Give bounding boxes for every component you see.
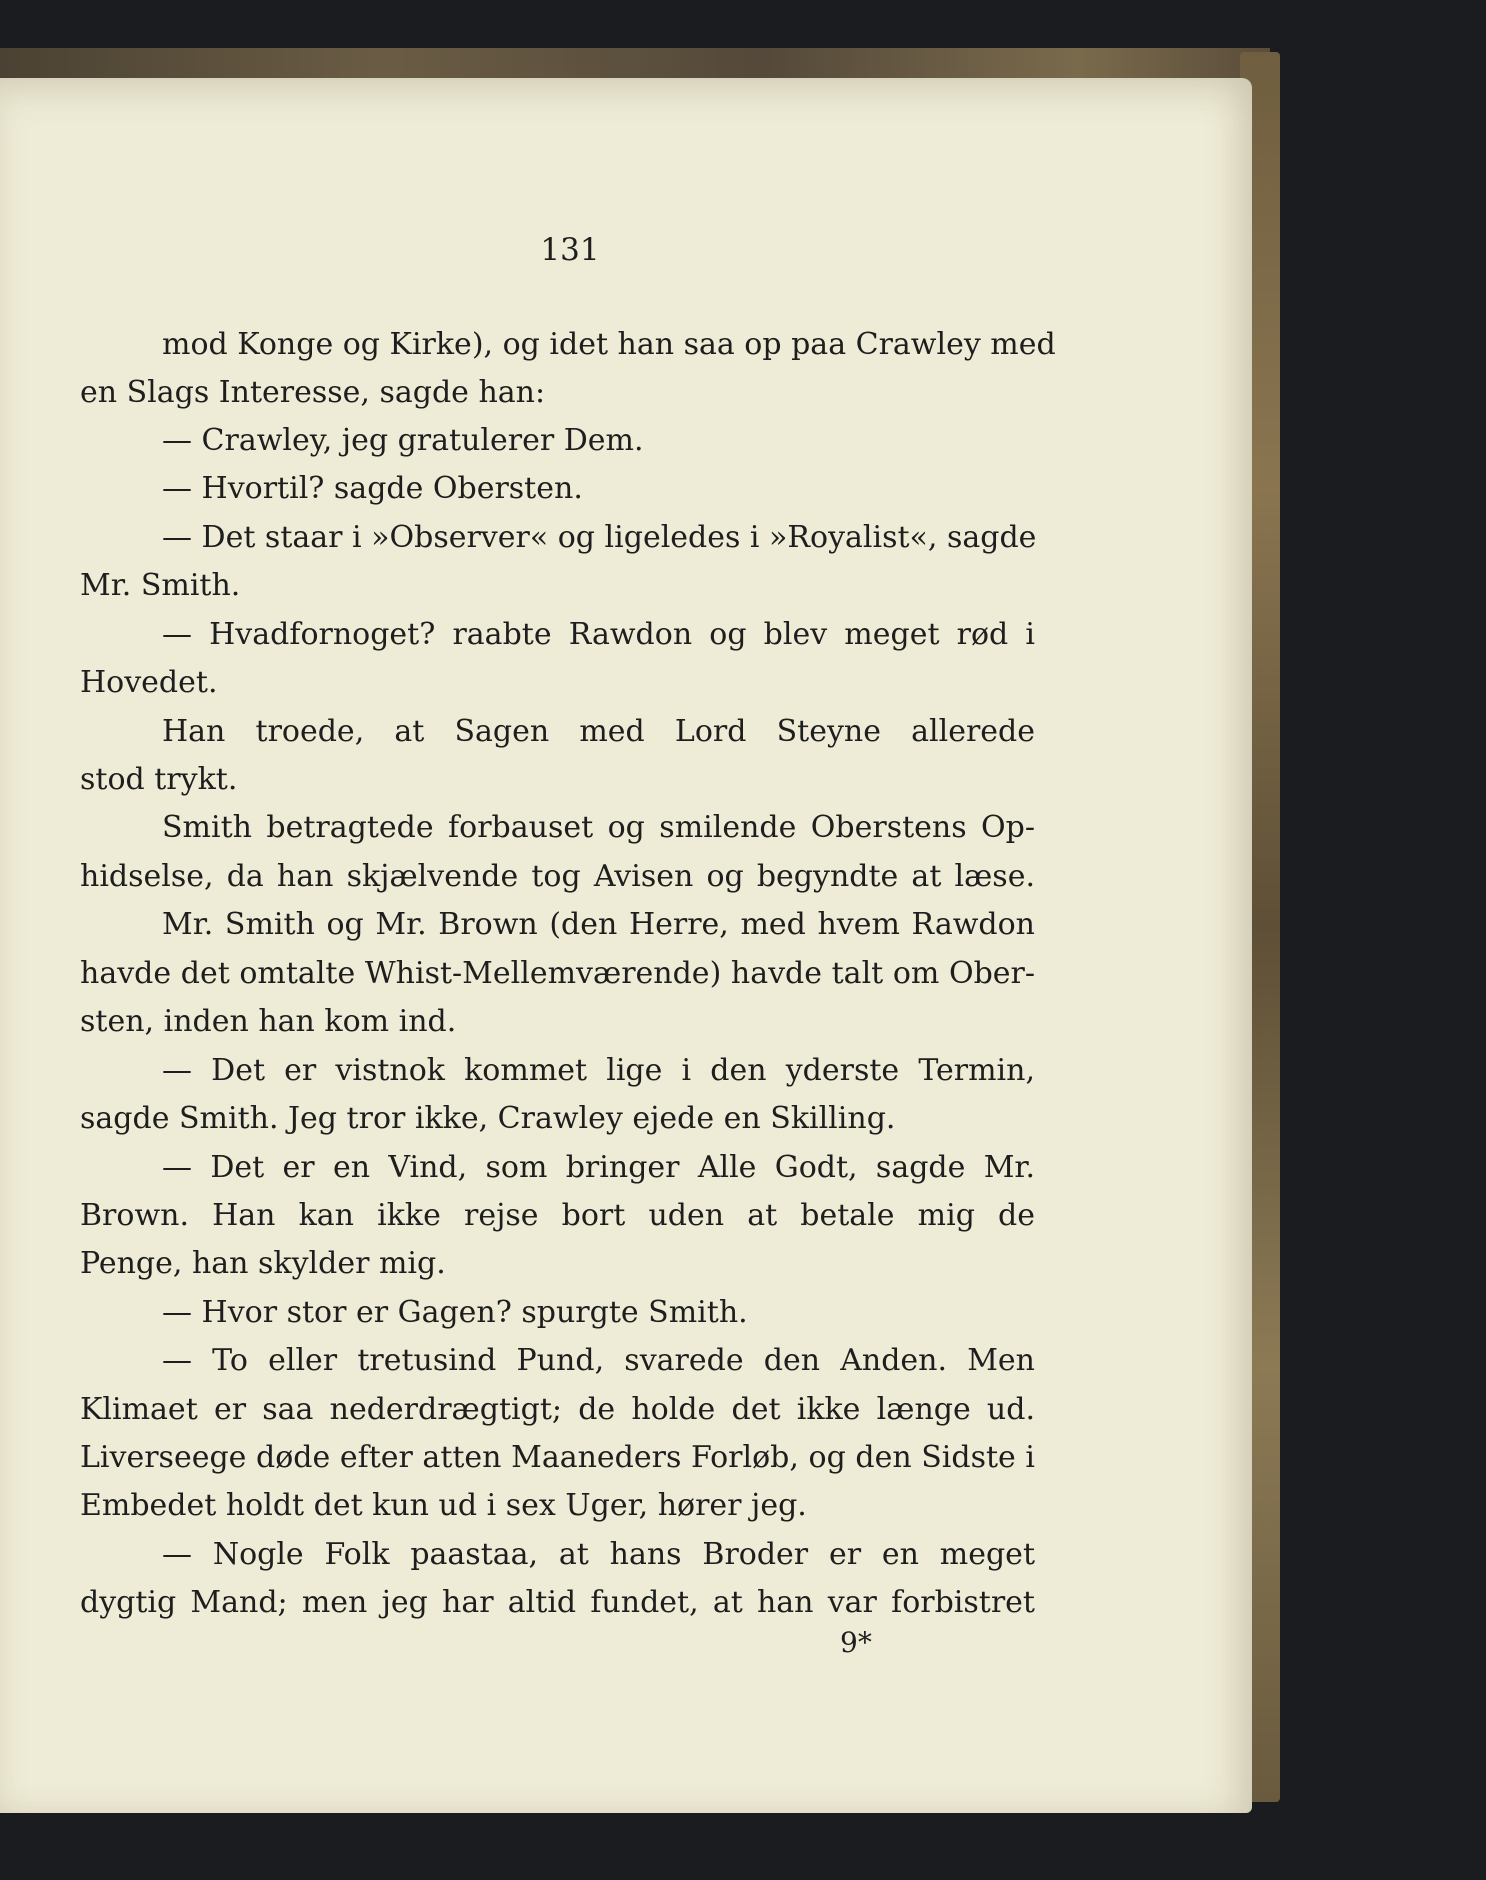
text-line-9: Han troede, at Sagen med Lord Steyne allerede: [162, 714, 1035, 749]
text-line-26: — Nogle Folk paastaa, at hans Broder er en meget: [162, 1537, 1035, 1572]
text-line-22: — To eller tretusind Pund, svarede den Anden. Men: [162, 1343, 1035, 1378]
text-line-8: Hovedet.: [80, 665, 218, 700]
text-line-24: Liverseege døde efter atten Maaneders Forløb, og den Sidste i: [80, 1440, 1035, 1475]
book-top-edge: [0, 48, 1270, 82]
text-line-2: en Slags Interesse, sagde han:: [80, 375, 546, 410]
text-line-27: dygtig Mand; men jeg har altid fundet, at han var forbistret: [80, 1585, 1035, 1620]
text-line-20: Penge, han skylder mig.: [80, 1246, 446, 1281]
text-line-16: — Det er vistnok kommet lige i den yderste Termin,: [162, 1053, 1035, 1088]
text-line-19: Brown. Han kan ikke rejse bort uden at betale mig de: [80, 1198, 1035, 1233]
text-line-15: sten, inden han kom ind.: [80, 1004, 457, 1039]
signature-mark: 9*: [840, 1626, 872, 1659]
text-line-10: stod trykt.: [80, 762, 238, 797]
text-line-14: havde det omtalte Whist-Mellemværende) havde talt om Ober-: [80, 956, 1035, 991]
text-line-18: — Det er en Vind, som bringer Alle Godt, sagde Mr.: [162, 1150, 1035, 1185]
text-line-25: Embedet holdt det kun ud i sex Uger, hører jeg.: [80, 1488, 807, 1523]
text-line-5: — Det staar i »Observer« og ligeledes i »Royalist«, sagde: [162, 520, 1037, 555]
text-line-21: — Hvor stor er Gagen? spurgte Smith.: [162, 1295, 748, 1330]
text-line-6: Mr. Smith.: [80, 568, 241, 603]
text-line-1: mod Konge og Kirke), og idet han saa op paa Crawley med: [162, 327, 1056, 362]
text-line-4: — Hvortil? sagde Obersten.: [162, 471, 583, 506]
text-line-23: Klimaet er saa nederdrægtigt; de holde det ikke længe ud.: [80, 1392, 1035, 1427]
text-line-12: hidselse, da han skjælvende tog Avisen og begyndte at læse.: [80, 859, 1035, 894]
text-line-3: — Crawley, jeg gratulerer Dem.: [162, 423, 644, 458]
text-line-13: Mr. Smith og Mr. Brown (den Herre, med hvem Rawdon: [162, 907, 1035, 942]
page-number: 131: [540, 232, 600, 268]
text-line-17: sagde Smith. Jeg tror ikke, Crawley ejede en Skilling.: [80, 1101, 896, 1136]
text-line-7: — Hvadfornoget? raabte Rawdon og blev meget rød i: [162, 617, 1035, 652]
text-line-11: Smith betragtede forbauset og smilende Oberstens Op-: [162, 810, 1035, 845]
